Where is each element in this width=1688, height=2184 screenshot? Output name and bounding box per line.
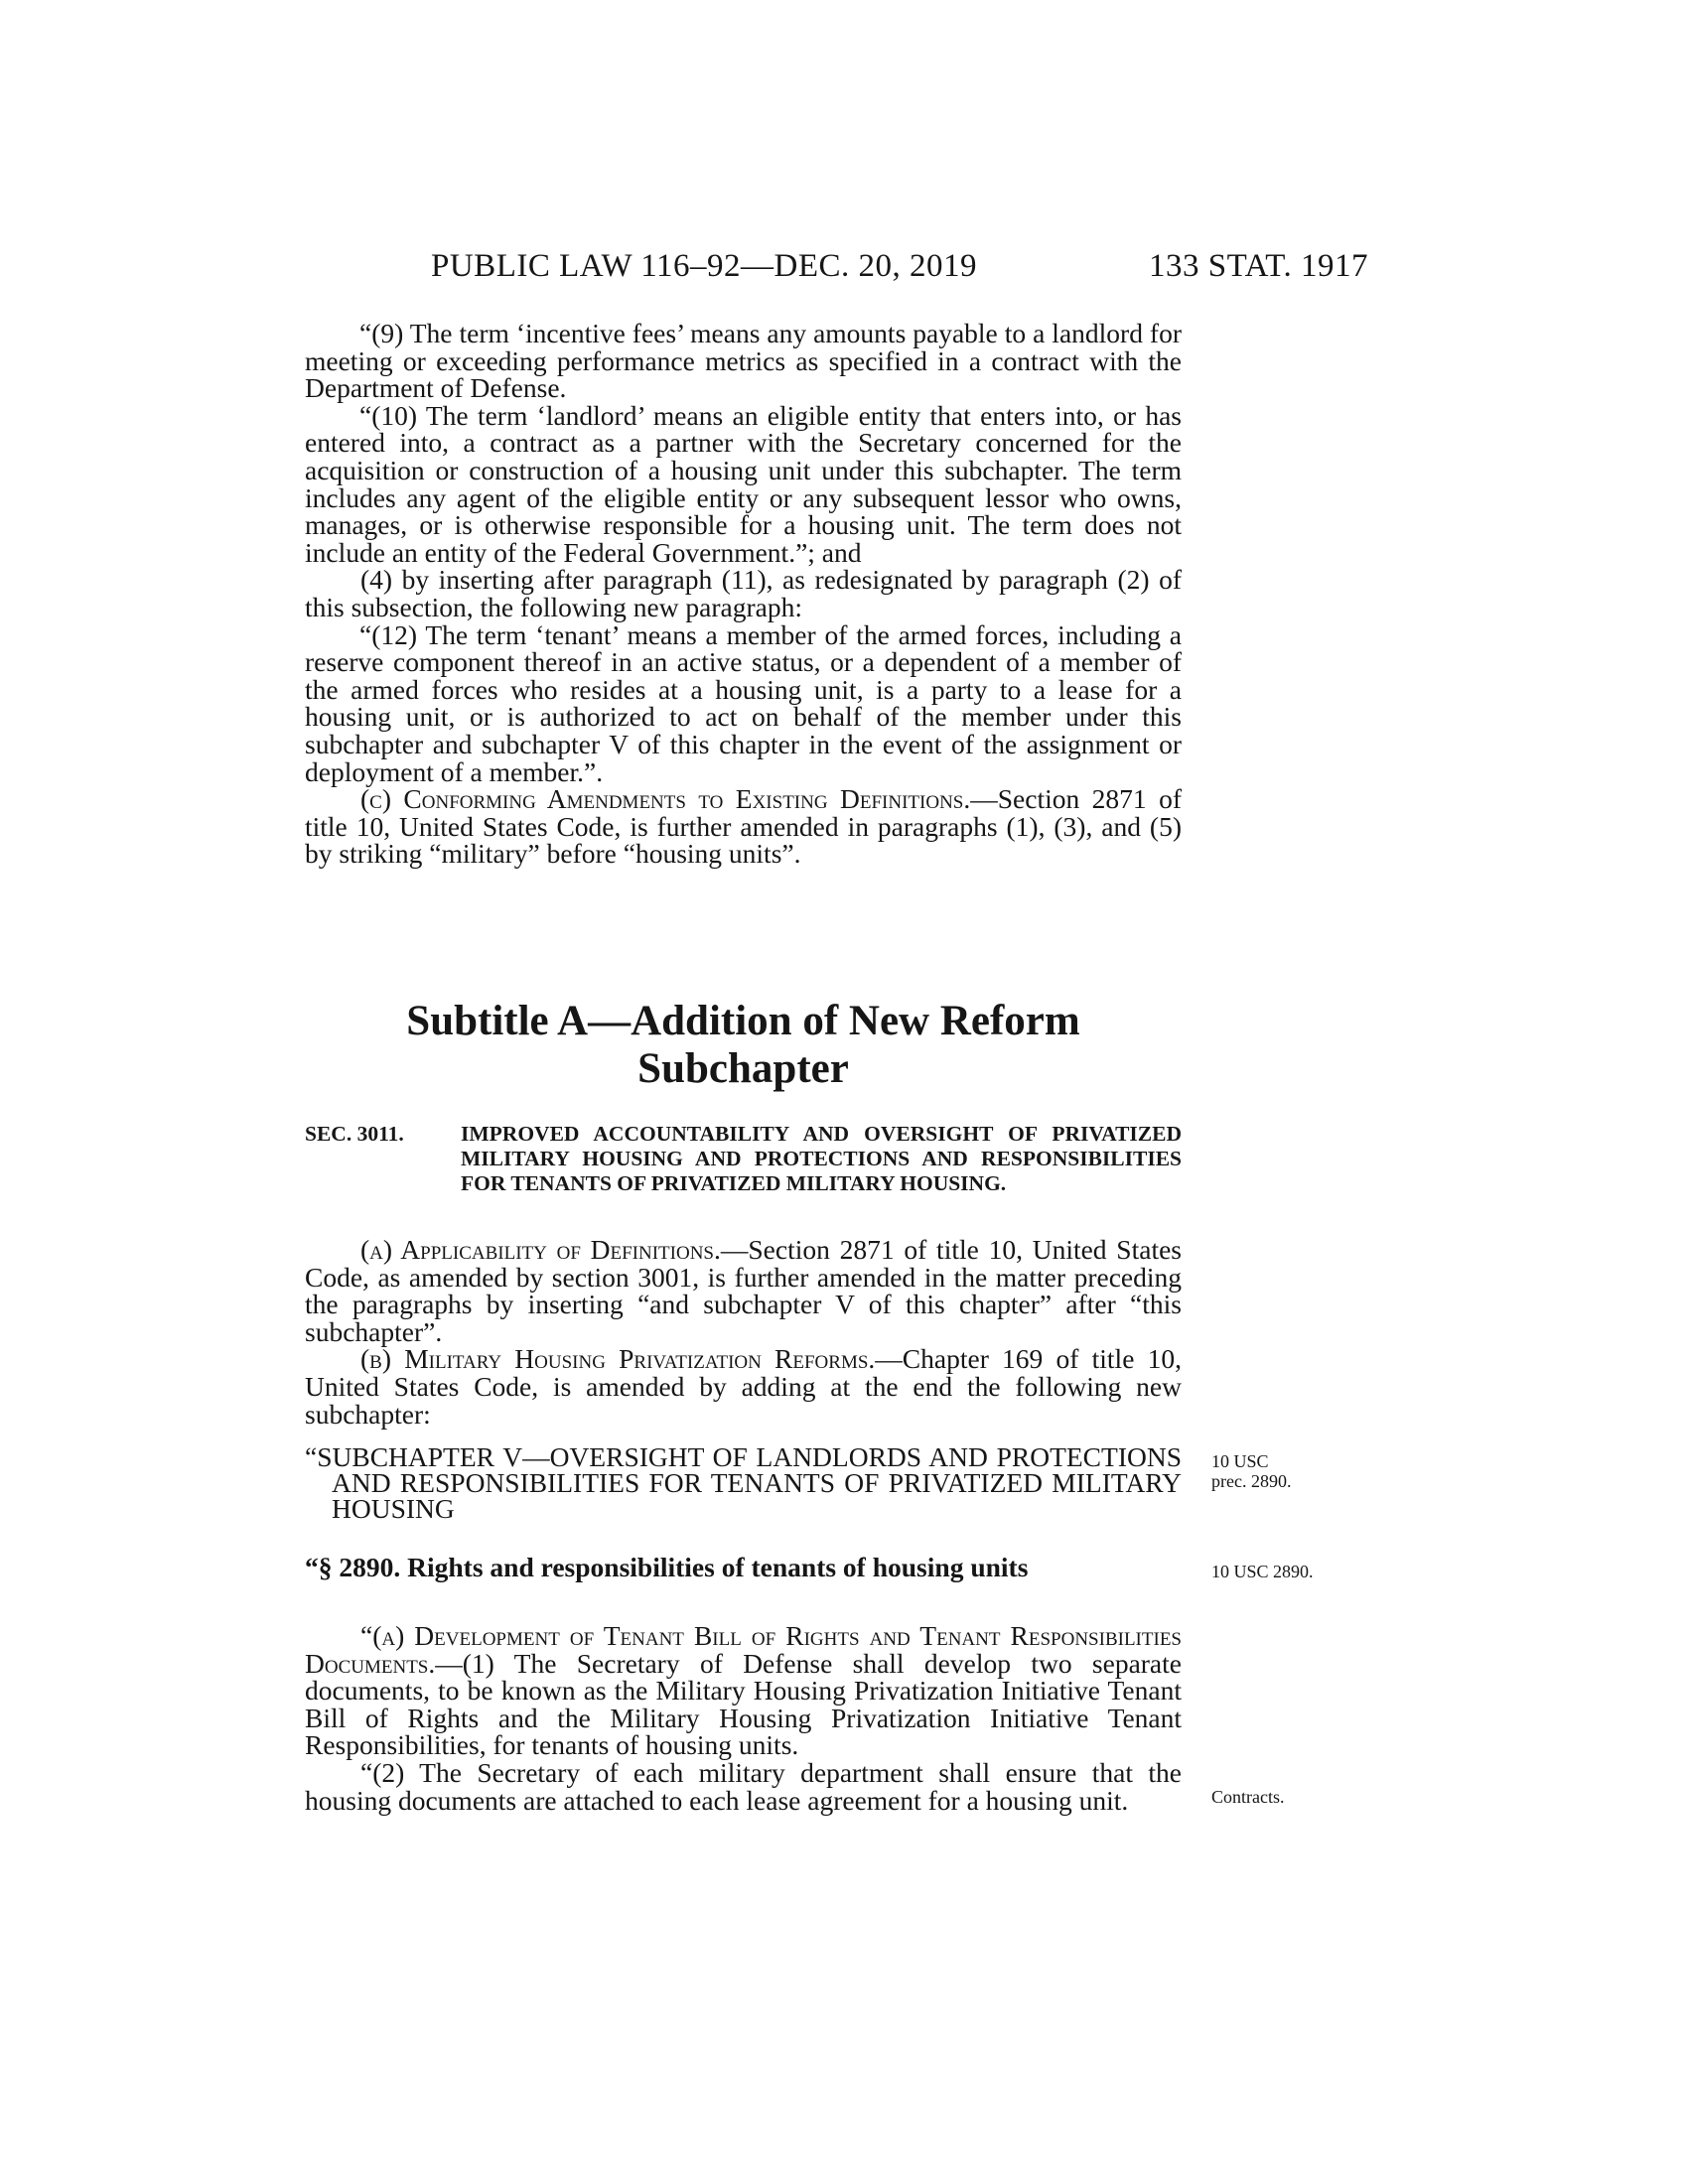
- section-2890-subsection-a-text: —(1) The Secretary of Defense shall develop two separate documents, to be known as the Military Housing Privatization Initiative Tenant Bill of Rights and the Military Housing Privatization Initiative Tenant Responsibilities, for tenants of housing units.: [305, 1647, 1182, 1761]
- running-header: PUBLIC LAW 116–92—DEC. 20, 2019: [431, 248, 978, 284]
- subsection-b-heading: (b) Military Housing Privatization Reforms.: [360, 1343, 876, 1375]
- subsection-a-text: —Section 2871 of title 10, United States Code, as amended by section 3001, is further amended in the matter preceding the paragraphs by inserting “and subchapter V of this chapter” after “this subchapter”.: [305, 1234, 1182, 1347]
- paragraph-9: “(9) The term ‘incentive fees’ means any amounts payable to a landlord for meeting or exceeding performance metrics as specified in a contract with the Department of Defense.: [305, 318, 1182, 404]
- section-2890-block: [305, 1554, 1182, 1581]
- section-title: IMPROVED ACCOUNTABILITY AND OVERSIGHT OF PRIVATIZED MILITARY HOUSING AND PROTECTIONS AND RESPONSIBILITIES FOR TENANTS OF PRIVATIZED MILITARY HOUSING.: [461, 1122, 1182, 1195]
- subsection-a: [305, 1236, 1182, 1345]
- subsection-b-text: —Chapter 169 of title 10, United States Code, is amended by adding at the end the following new subchapter:: [305, 1343, 1182, 1430]
- margin-note-subchapter-line2: prec. 2890.: [1211, 1471, 1292, 1491]
- margin-note-contracts: Contracts.: [1211, 1787, 1285, 1807]
- subtitle-heading: Subtitle A—Addition of New Reform Subchapter: [406, 998, 1080, 1092]
- section-2890-subsection-a: [305, 1622, 1182, 1759]
- section-2890-heading: [305, 1554, 1182, 1581]
- subchapter-heading: “SUBCHAPTER V—OVERSIGHT OF LANDLORDS AND PROTECTIONS AND RESPONSIBILITIES FOR TENANTS OF PRIVATIZED MILITARY HOUSING: [305, 1441, 1182, 1524]
- subsection-b: [305, 1345, 1182, 1428]
- section-body: [305, 1236, 1182, 1428]
- subsection-c: [305, 785, 1182, 868]
- margin-note-section: 10 USC 2890.: [1211, 1562, 1314, 1581]
- section-2890-subsection-a-heading: “(a) Development of Tenant Bill of Rights and Tenant Responsibilities Documents.: [305, 1620, 1182, 1679]
- section-heading: [305, 1122, 1182, 1196]
- section-number: SEC. 3011.: [305, 1122, 404, 1146]
- section-2890-paragraph-2: “(2) The Secretary of each military department shall ensure that the housing documents are attached to each lease agreement for a housing unit.: [305, 1756, 1182, 1816]
- definitions-block: [305, 320, 1182, 868]
- section-2890-body: [305, 1622, 1182, 1814]
- paragraph-10: “(10) The term ‘landlord’ means an eligible entity that enters into, or has entered into, a contract as a partner with the Secretary concerned for the acquisition or construction of a housing unit under this subchapter. The term includes any agent of the eligible entity or any subsequent lessor who owns, manages, or is otherwise responsible for a housing unit. The term does not include an entity of the Federal Government.”; and: [305, 399, 1182, 568]
- subchapter-block: [305, 1441, 1182, 1524]
- subsection-a-heading: (a) Applicability of Definitions.: [360, 1234, 721, 1265]
- page-number: 133 STAT. 1917: [1148, 248, 1368, 284]
- subtitle-block: [305, 998, 1182, 1093]
- section-2890-title: “§ 2890. Rights and responsibilities of tenants of housing units: [305, 1552, 1029, 1582]
- paragraph-4-insertion: (4) by inserting after paragraph (11), as redesignated by paragraph (2) of this subsection, the following new paragraph:: [305, 564, 1182, 622]
- margin-note-subchapter: [1211, 1451, 1291, 1491]
- section-heading-block: [305, 1122, 1182, 1196]
- margin-note-subchapter-line1: 10 USC: [1211, 1451, 1269, 1471]
- subsection-c-text: —Section 2871 of title 10, United States Code, is further amended in paragraphs (1), (3), and (5) by striking “military” before “housing units”.: [305, 783, 1182, 870]
- paragraph-12: “(12) The term ‘tenant’ means a member of the armed forces, including a reserve component thereof in an active status, or a dependent of a member of the armed forces who resides at a housing unit, is a party to a lease for a housing unit, or is authorized to act on behalf of the member under this subchapter and subchapter V of this chapter in the event of the assignment or deployment of a member.”.: [305, 618, 1182, 787]
- subsection-c-heading: (c) Conforming Amendments to Existing Definitions.: [360, 783, 971, 815]
